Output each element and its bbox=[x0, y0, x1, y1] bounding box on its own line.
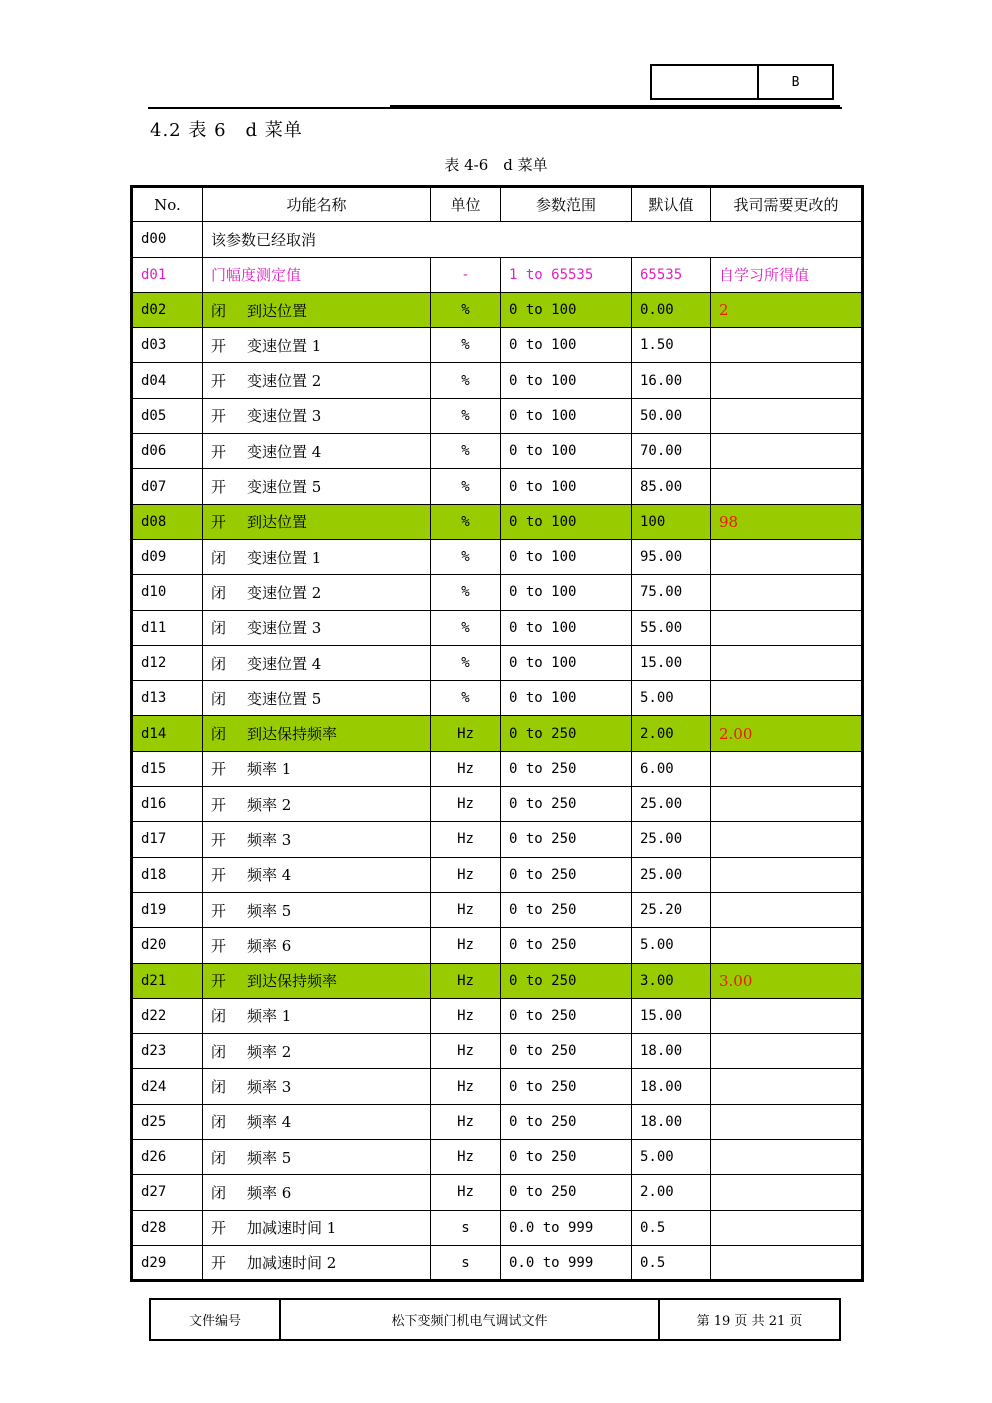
function-direction: 开 bbox=[211, 901, 227, 920]
function-name: 到达保持频率 bbox=[247, 725, 338, 744]
function-direction: 开 bbox=[211, 760, 227, 779]
function-direction: 闭 bbox=[211, 689, 227, 708]
cell-range: 0 to 100 bbox=[501, 292, 632, 327]
cell-unit: Hz bbox=[431, 787, 501, 822]
table-caption: 表 4-6 d 菜单 bbox=[444, 156, 548, 174]
revision-label-cell bbox=[652, 66, 759, 98]
cell-function bbox=[203, 928, 431, 963]
cell-unit: % bbox=[431, 681, 501, 716]
cell-no: d04 bbox=[132, 363, 203, 398]
cell-function bbox=[203, 822, 431, 857]
cell-unit: % bbox=[431, 434, 501, 469]
function-name: 变速位置 3 bbox=[247, 619, 322, 638]
cell-unit: % bbox=[431, 504, 501, 539]
cell-range: 0 to 250 bbox=[501, 928, 632, 963]
function-direction: 闭 bbox=[211, 1007, 227, 1026]
cell-default: 95.00 bbox=[632, 539, 711, 574]
cell-default: 50.00 bbox=[632, 398, 711, 433]
cell-default: 15.00 bbox=[632, 998, 711, 1033]
cell-default: 25.20 bbox=[632, 892, 711, 927]
table-row bbox=[132, 928, 863, 963]
cell-function bbox=[203, 716, 431, 751]
function-name: 到达保持频率 bbox=[247, 972, 338, 991]
cell-range: 0 to 250 bbox=[501, 1069, 632, 1104]
function-name: 频率 3 bbox=[247, 830, 292, 849]
function-name: 频率 3 bbox=[247, 1078, 292, 1097]
function-direction: 闭 bbox=[211, 725, 227, 744]
cell-function bbox=[203, 1069, 431, 1104]
doc-title: 松下变频门机电气调试文件 bbox=[281, 1300, 660, 1339]
function-direction: 开 bbox=[211, 513, 227, 532]
cell-change: 98 bbox=[711, 504, 863, 539]
cell-function bbox=[203, 328, 431, 363]
cell-default: 0.5 bbox=[632, 1210, 711, 1245]
cell-default: 18.00 bbox=[632, 1034, 711, 1069]
cell-unit: Hz bbox=[431, 963, 501, 998]
cell-no: d07 bbox=[132, 469, 203, 504]
function-name: 变速位置 5 bbox=[247, 478, 322, 497]
function-name: 频率 2 bbox=[247, 795, 292, 814]
cell-no: d06 bbox=[132, 434, 203, 469]
cell-function bbox=[203, 857, 431, 892]
cell-unit: Hz bbox=[431, 716, 501, 751]
cell-change bbox=[711, 434, 863, 469]
cell-default: 65535 bbox=[632, 257, 711, 292]
table-row bbox=[132, 822, 863, 857]
cell-unit: Hz bbox=[431, 822, 501, 857]
cell-range: 0 to 250 bbox=[501, 998, 632, 1033]
function-direction: 闭 bbox=[211, 583, 227, 602]
cell-change bbox=[711, 928, 863, 963]
table-row bbox=[132, 539, 863, 574]
page-info: 第 19 页 共 21 页 bbox=[696, 1314, 803, 1329]
table-row bbox=[132, 1069, 863, 1104]
table-row bbox=[132, 434, 863, 469]
table-row bbox=[132, 257, 863, 292]
cell-function bbox=[203, 1034, 431, 1069]
function-direction: 开 bbox=[211, 795, 227, 814]
cell-no: d10 bbox=[132, 575, 203, 610]
cell-no: d17 bbox=[132, 822, 203, 857]
cell-function bbox=[203, 751, 431, 786]
cell-change bbox=[711, 857, 863, 892]
cell-no: d02 bbox=[132, 292, 203, 327]
cell-no: d13 bbox=[132, 681, 203, 716]
cell-function bbox=[203, 575, 431, 610]
cell-function bbox=[203, 469, 431, 504]
col-header-function: 功能名称 bbox=[203, 187, 431, 222]
col-header-range: 参数范围 bbox=[501, 187, 632, 222]
cell-default: 18.00 bbox=[632, 1069, 711, 1104]
cell-range: 0 to 250 bbox=[501, 1175, 632, 1210]
function-direction: 开 bbox=[211, 1254, 227, 1273]
cell-default: 18.00 bbox=[632, 1104, 711, 1139]
section-heading: 4.2 表 6 d 菜单 bbox=[150, 120, 303, 141]
cell-range: 0 to 250 bbox=[501, 716, 632, 751]
cell-unit: Hz bbox=[431, 998, 501, 1033]
cell-unit: s bbox=[431, 1245, 501, 1280]
cell-default: 55.00 bbox=[632, 610, 711, 645]
function-name: 频率 2 bbox=[247, 1042, 292, 1061]
cell-no: d16 bbox=[132, 787, 203, 822]
cell-change: 2.00 bbox=[711, 716, 863, 751]
cell-no: d05 bbox=[132, 398, 203, 433]
table-row bbox=[132, 575, 863, 610]
table-row bbox=[132, 892, 863, 927]
cell-no: d26 bbox=[132, 1140, 203, 1175]
cell-range: 0 to 250 bbox=[501, 857, 632, 892]
function-direction: 开 bbox=[211, 442, 227, 461]
cell-unit: Hz bbox=[431, 928, 501, 963]
revision-value: B bbox=[791, 74, 800, 90]
function-name: 频率 6 bbox=[247, 936, 292, 955]
cell-no: d19 bbox=[132, 892, 203, 927]
cell-unit: % bbox=[431, 575, 501, 610]
cell-change bbox=[711, 363, 863, 398]
cell-change bbox=[711, 610, 863, 645]
table-row bbox=[132, 610, 863, 645]
function-direction: 开 bbox=[211, 936, 227, 955]
table-row bbox=[132, 1245, 863, 1280]
function-direction: 闭 bbox=[211, 1078, 227, 1097]
function-direction: 闭 bbox=[211, 619, 227, 638]
cell-unit: Hz bbox=[431, 1140, 501, 1175]
function-direction: 闭 bbox=[211, 654, 227, 673]
table-row bbox=[132, 328, 863, 363]
table-row bbox=[132, 1210, 863, 1245]
cell-no: d18 bbox=[132, 857, 203, 892]
function-name: 频率 1 bbox=[247, 1007, 292, 1026]
table-row bbox=[132, 645, 863, 680]
cell-default: 5.00 bbox=[632, 1140, 711, 1175]
cell-change bbox=[711, 998, 863, 1033]
cell-change bbox=[711, 328, 863, 363]
cell-function bbox=[203, 504, 431, 539]
cell-range: 0.0 to 999 bbox=[501, 1245, 632, 1280]
cell-range: 0 to 100 bbox=[501, 434, 632, 469]
cell-no: d01 bbox=[132, 257, 203, 292]
cell-unit: Hz bbox=[431, 1069, 501, 1104]
cell-range: 0 to 100 bbox=[501, 681, 632, 716]
function-direction: 开 bbox=[211, 372, 227, 391]
cell-change bbox=[711, 575, 863, 610]
cell-unit: % bbox=[431, 328, 501, 363]
function-name: 变速位置 2 bbox=[247, 583, 322, 602]
col-header-unit: 单位 bbox=[431, 187, 501, 222]
cell-range: 0 to 250 bbox=[501, 1034, 632, 1069]
cell-unit: - bbox=[431, 257, 501, 292]
cell-range: 0 to 100 bbox=[501, 504, 632, 539]
function-direction: 开 bbox=[211, 407, 227, 426]
cell-no: d20 bbox=[132, 928, 203, 963]
cell-function bbox=[203, 1140, 431, 1175]
table-row bbox=[132, 292, 863, 327]
col-header-default: 默认值 bbox=[632, 187, 711, 222]
cell-unit: s bbox=[431, 1210, 501, 1245]
cell-function bbox=[203, 1175, 431, 1210]
function-name: 频率 6 bbox=[247, 1183, 292, 1202]
cell-change bbox=[711, 1140, 863, 1175]
table-row bbox=[132, 363, 863, 398]
col-header-no: No. bbox=[132, 187, 203, 222]
function-name: 变速位置 3 bbox=[247, 407, 322, 426]
table-row bbox=[132, 716, 863, 751]
function-name: 频率 5 bbox=[247, 1148, 292, 1167]
function-name: 加减速时间 2 bbox=[247, 1254, 337, 1273]
cell-change bbox=[711, 645, 863, 680]
cell-default: 0.00 bbox=[632, 292, 711, 327]
function-direction: 闭 bbox=[211, 1042, 227, 1061]
cell-default: 6.00 bbox=[632, 751, 711, 786]
cell-no: d08 bbox=[132, 504, 203, 539]
cell-no: d24 bbox=[132, 1069, 203, 1104]
table-row bbox=[132, 504, 863, 539]
function-name: 变速位置 4 bbox=[247, 442, 322, 461]
function-name: 变速位置 1 bbox=[247, 548, 322, 567]
cell-function bbox=[203, 257, 431, 292]
parameter-table bbox=[130, 185, 864, 1282]
cell-change bbox=[711, 1245, 863, 1280]
cell-range: 1 to 65535 bbox=[501, 257, 632, 292]
function-name: 频率 5 bbox=[247, 901, 292, 920]
cell-no: d12 bbox=[132, 645, 203, 680]
cell-unit: Hz bbox=[431, 892, 501, 927]
cell-unit: % bbox=[431, 363, 501, 398]
cell-function bbox=[203, 539, 431, 574]
cell-unit: % bbox=[431, 292, 501, 327]
cell-unit: % bbox=[431, 469, 501, 504]
function-name: 到达位置 bbox=[247, 513, 308, 532]
cell-default: 5.00 bbox=[632, 681, 711, 716]
cell-no: d28 bbox=[132, 1210, 203, 1245]
cell-range: 0 to 250 bbox=[501, 751, 632, 786]
cell-function bbox=[203, 434, 431, 469]
cell-default: 70.00 bbox=[632, 434, 711, 469]
table-row bbox=[132, 1140, 863, 1175]
cell-range: 0 to 250 bbox=[501, 822, 632, 857]
table-row bbox=[132, 398, 863, 433]
cell-no: d09 bbox=[132, 539, 203, 574]
cell-range: 0 to 250 bbox=[501, 963, 632, 998]
cell-unit: Hz bbox=[431, 857, 501, 892]
cell-no: d00 bbox=[132, 222, 203, 257]
cell-function bbox=[203, 610, 431, 645]
cell-range: 0 to 100 bbox=[501, 469, 632, 504]
cell-change: 3.00 bbox=[711, 963, 863, 998]
function-name: 变速位置 1 bbox=[247, 336, 322, 355]
cell-no: d25 bbox=[132, 1104, 203, 1139]
cell-change bbox=[711, 398, 863, 433]
cell-range: 0 to 250 bbox=[501, 1104, 632, 1139]
document-footer bbox=[149, 1298, 841, 1341]
cell-change: 自学习所得值 bbox=[711, 257, 863, 292]
function-name: 频率 4 bbox=[247, 866, 292, 885]
function-name: 变速位置 4 bbox=[247, 654, 322, 673]
cell-function bbox=[203, 787, 431, 822]
cell-default: 5.00 bbox=[632, 928, 711, 963]
cell-no: d14 bbox=[132, 716, 203, 751]
cell-change bbox=[711, 1069, 863, 1104]
cell-default: 15.00 bbox=[632, 645, 711, 680]
cell-function bbox=[203, 398, 431, 433]
table-row bbox=[132, 469, 863, 504]
function-name: 频率 1 bbox=[247, 760, 292, 779]
cell-no: d03 bbox=[132, 328, 203, 363]
cell-no: d15 bbox=[132, 751, 203, 786]
cell-unit: Hz bbox=[431, 751, 501, 786]
table-row bbox=[132, 222, 863, 257]
cell-no: d29 bbox=[132, 1245, 203, 1280]
cell-range: 0 to 100 bbox=[501, 328, 632, 363]
cell-default: 25.00 bbox=[632, 857, 711, 892]
function-direction: 开 bbox=[211, 1219, 227, 1238]
cell-unit: % bbox=[431, 610, 501, 645]
cell-default: 25.00 bbox=[632, 822, 711, 857]
cell-function bbox=[203, 892, 431, 927]
cell-no: d22 bbox=[132, 998, 203, 1033]
cell-unit: % bbox=[431, 398, 501, 433]
cell-range: 0 to 100 bbox=[501, 363, 632, 398]
cell-change bbox=[711, 751, 863, 786]
cell-default: 16.00 bbox=[632, 363, 711, 398]
function-name: 变速位置 2 bbox=[247, 372, 322, 391]
cell-no: d21 bbox=[132, 963, 203, 998]
cell-default: 2.00 bbox=[632, 1175, 711, 1210]
col-header-change: 我司需要更改的 bbox=[711, 187, 863, 222]
function-name: 频率 4 bbox=[247, 1113, 292, 1132]
cell-range: 0 to 250 bbox=[501, 787, 632, 822]
cell-change: 2 bbox=[711, 292, 863, 327]
parameter-table-wrap bbox=[130, 185, 861, 1282]
cell-default: 1.50 bbox=[632, 328, 711, 363]
cell-no: d23 bbox=[132, 1034, 203, 1069]
cell-range: 0 to 100 bbox=[501, 539, 632, 574]
function-direction: 开 bbox=[211, 830, 227, 849]
table-row bbox=[132, 681, 863, 716]
table-row bbox=[132, 963, 863, 998]
cell-default: 85.00 bbox=[632, 469, 711, 504]
table-row bbox=[132, 751, 863, 786]
cell-unit: Hz bbox=[431, 1104, 501, 1139]
cell-no: d11 bbox=[132, 610, 203, 645]
table-row bbox=[132, 857, 863, 892]
cell-range: 0 to 100 bbox=[501, 645, 632, 680]
table-row bbox=[132, 1175, 863, 1210]
cell-function bbox=[203, 292, 431, 327]
function-name: 变速位置 5 bbox=[247, 689, 322, 708]
cell-change bbox=[711, 892, 863, 927]
table-body bbox=[132, 222, 863, 1281]
cell-change bbox=[711, 822, 863, 857]
cell-change bbox=[711, 469, 863, 504]
cell-default: 100 bbox=[632, 504, 711, 539]
function-direction: 门幅度测定值 bbox=[211, 266, 302, 285]
cell-change bbox=[711, 1175, 863, 1210]
cell-default: 2.00 bbox=[632, 716, 711, 751]
cell-range: 0.0 to 999 bbox=[501, 1210, 632, 1245]
function-direction: 开 bbox=[211, 478, 227, 497]
cell-function bbox=[203, 1210, 431, 1245]
cell-range: 0 to 100 bbox=[501, 575, 632, 610]
cell-function bbox=[203, 1104, 431, 1139]
doc-number-label: 文件编号 bbox=[151, 1300, 281, 1339]
cell-function bbox=[203, 998, 431, 1033]
cell-function bbox=[203, 681, 431, 716]
cell-unit: Hz bbox=[431, 1175, 501, 1210]
cell-function bbox=[203, 645, 431, 680]
header-rule-thick bbox=[390, 105, 840, 108]
function-direction: 闭 bbox=[211, 1113, 227, 1132]
table-row bbox=[132, 787, 863, 822]
cell-unit: % bbox=[431, 539, 501, 574]
cell-default: 25.00 bbox=[632, 787, 711, 822]
function-direction: 闭 bbox=[211, 1148, 227, 1167]
table-row bbox=[132, 1034, 863, 1069]
function-direction: 闭 bbox=[211, 548, 227, 567]
table-row bbox=[132, 1104, 863, 1139]
function-name: 到达位置 bbox=[247, 301, 308, 320]
cell-range: 0 to 250 bbox=[501, 892, 632, 927]
cell-range: 0 to 100 bbox=[501, 610, 632, 645]
cell-change bbox=[711, 1210, 863, 1245]
cell-no: d27 bbox=[132, 1175, 203, 1210]
cell-default: 3.00 bbox=[632, 963, 711, 998]
cell-function bbox=[203, 1245, 431, 1280]
function-direction: 开 bbox=[211, 972, 227, 991]
cell-change bbox=[711, 1034, 863, 1069]
cell-function: 该参数已经取消 bbox=[203, 222, 863, 257]
cell-change bbox=[711, 1104, 863, 1139]
function-direction: 闭 bbox=[211, 301, 227, 320]
function-direction: 开 bbox=[211, 336, 227, 355]
revision-box bbox=[650, 64, 834, 100]
cell-change bbox=[711, 681, 863, 716]
cell-change bbox=[711, 787, 863, 822]
cell-change bbox=[711, 539, 863, 574]
cell-unit: Hz bbox=[431, 1034, 501, 1069]
table-header-row bbox=[132, 187, 863, 222]
cell-unit: % bbox=[431, 645, 501, 680]
cell-range: 0 to 250 bbox=[501, 1140, 632, 1175]
cell-default: 0.5 bbox=[632, 1245, 711, 1280]
cell-range: 0 to 100 bbox=[501, 398, 632, 433]
function-direction: 闭 bbox=[211, 1183, 227, 1202]
function-name: 加减速时间 1 bbox=[247, 1219, 337, 1238]
cell-function bbox=[203, 963, 431, 998]
cell-default: 75.00 bbox=[632, 575, 711, 610]
table-row bbox=[132, 998, 863, 1033]
function-direction: 开 bbox=[211, 866, 227, 885]
cell-function bbox=[203, 363, 431, 398]
